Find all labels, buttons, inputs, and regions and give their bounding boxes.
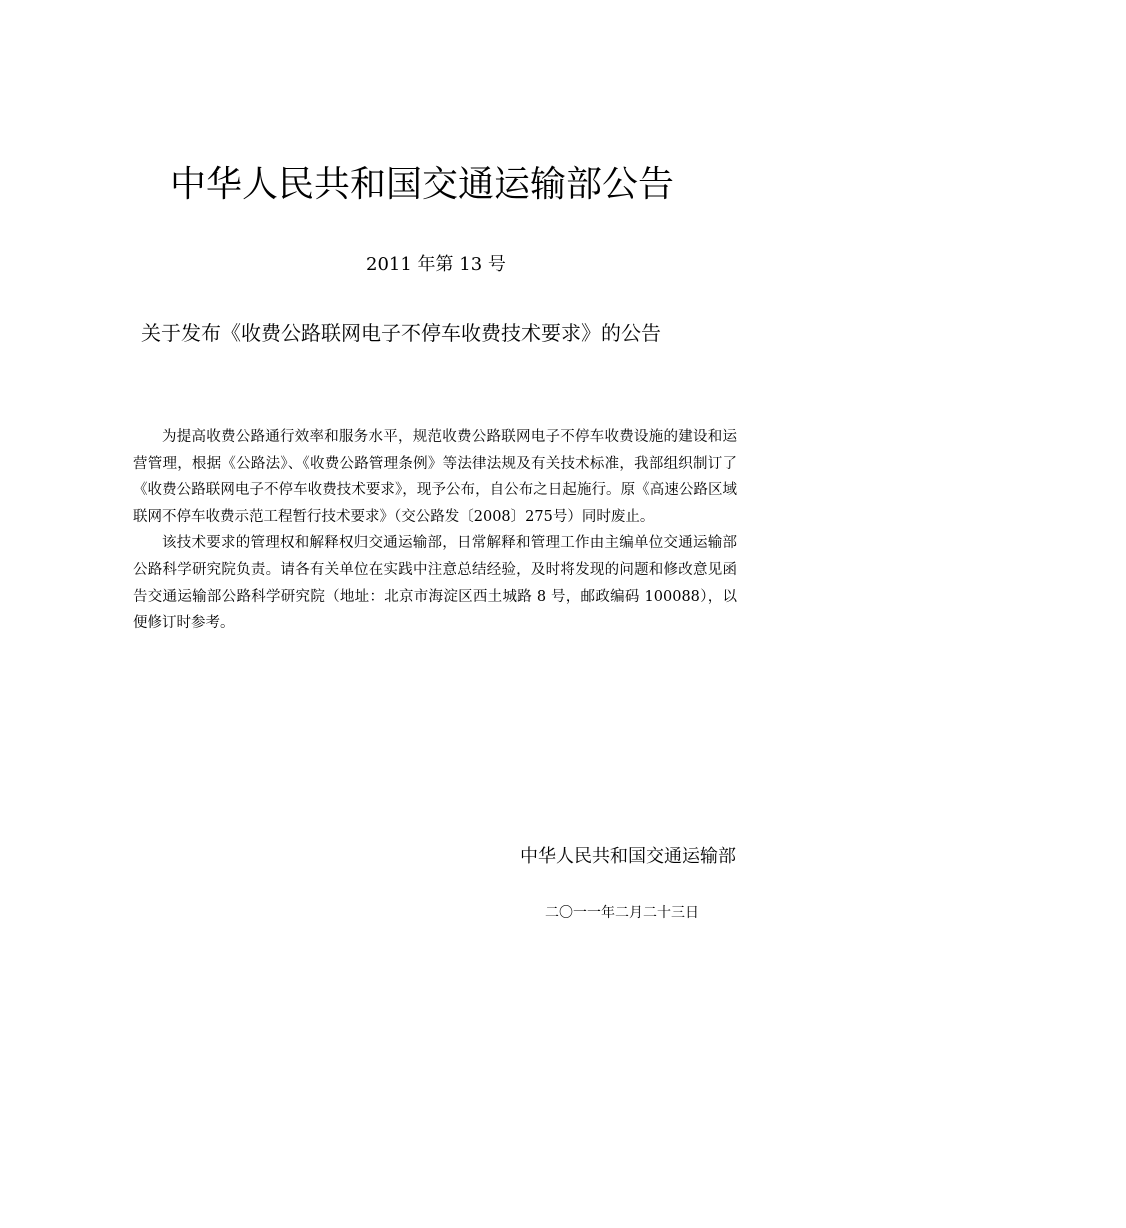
document-number: 2011 年第 13 号 — [366, 254, 506, 275]
body-paragraph-1: 为提高收费公路通行效率和服务水平，规范收费公路联网电子不停车收费设施的建设和运营管理，根据《公路法》、《收费公路管理条例》等法律法规及有关技术标准，我部组织制订了《收费公路联网电子不停车收费技术要求》，现予公布，自公布之日起施行。原《高速公路区域联网不停车收费示范工程暂行技术要求》（交公路发〔2008〕275号）同时废止。 — [133, 429, 737, 525]
announcement-subtitle: 关于发布《收费公路联网电子不停车收费技术要求》的公告 — [141, 321, 661, 345]
document-title: 中华人民共和国交通运输部公告 — [170, 164, 675, 205]
body-paragraph-2: 该技术要求的管理权和解释权归交通运输部，日常解释和管理工作由主编单位交通运输部公路科学研究院负责。请各有关单位在实践中注意总结经验，及时将发现的问题和修改意见函告交通运输部公路科学研究院（地址：北京市海淀区西土城路 8 号，邮政编码 100088），以便修订时参考。 — [133, 535, 737, 632]
announcement-body — [133, 424, 737, 637]
issuing-authority: 中华人民共和国交通运输部 — [520, 846, 736, 867]
issue-date: 二〇一一年二月二十三日 — [545, 905, 699, 921]
